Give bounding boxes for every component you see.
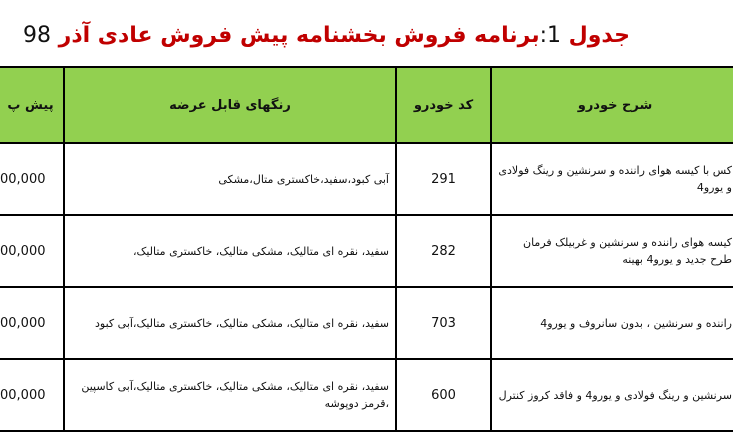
- cell-model: کس با کیسه هوای راننده و سرنشین و رینگ فولادی و یورو4: [491, 143, 733, 215]
- table-row: [0, 143, 733, 215]
- cell-price: 00,000: [0, 359, 64, 431]
- title-main: برنامه فروش بخشنامه پیش فروش عادی آذر: [58, 23, 540, 48]
- sales-table-container: [0, 66, 733, 408]
- cell-model: سرنشین و رینگ فولادی و یورو4 و فاقد کروز کنترل: [491, 359, 733, 431]
- cell-code: 282: [396, 215, 491, 287]
- table-row: [0, 287, 733, 359]
- cell-price: 00,000: [0, 215, 64, 287]
- cell-colors: سفید، نقره ای متالیک، مشکی متالیک، خاکستری متالیک،: [64, 215, 396, 287]
- cell-colors: سفید، نقره ای متالیک، مشکی متالیک، خاکستری متالیک،آبی کبود: [64, 287, 396, 359]
- cell-price: 00,000: [0, 287, 64, 359]
- cell-model: راننده و سرنشین ، بدون سانروف و یورو4: [491, 287, 733, 359]
- table-header-row: [0, 67, 733, 143]
- cell-model: کیسه هوای راننده و سرنشین و غربیلک فرمان طرح جدید و یورو4 بهینه: [491, 215, 733, 287]
- title-year: 98: [22, 23, 51, 48]
- cell-code: 703: [396, 287, 491, 359]
- cell-colors: آبی کبود،سفید،خاکستری متال،مشکی: [64, 143, 396, 215]
- sales-table: [0, 66, 733, 432]
- header-code: کد خودرو: [396, 67, 491, 143]
- cell-code: 291: [396, 143, 491, 215]
- table-row: [0, 359, 733, 431]
- cell-price: 00,000: [0, 143, 64, 215]
- page-title: [22, 16, 630, 56]
- header-colors: رنگهای قابل عرضه: [64, 67, 396, 143]
- header-model: شرح خودرو: [491, 67, 733, 143]
- cell-colors: سفید، نقره ای متالیک، مشکی متالیک، خاکستری متالیک،آبی کاسپین ،قرمز دوپوشه: [64, 359, 396, 431]
- table-row: [0, 215, 733, 287]
- header-price: پیش پ: [0, 67, 64, 143]
- cell-code: 600: [396, 359, 491, 431]
- title-prefix: جدول: [568, 23, 630, 48]
- title-number: 1:: [539, 23, 561, 48]
